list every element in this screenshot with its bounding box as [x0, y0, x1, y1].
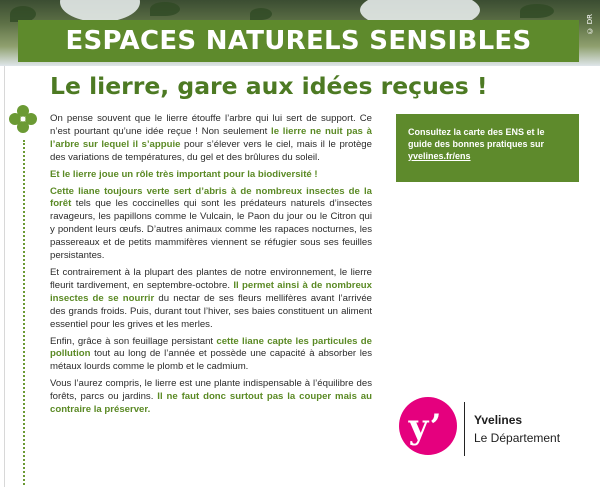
info-text: Consultez la carte des ENS et le guide des bonnes pratiques sur: [408, 127, 545, 149]
brand-subtitle: Le Département: [474, 431, 561, 445]
paragraph-text: pour s’élever vers le ciel, mais il le protège des variations de températures, du gel et des brûlures du soleil.: [50, 138, 372, 163]
banner-title: ESPACES NATURELS SENSIBLES: [65, 26, 532, 56]
photo-credit: © DR: [586, 14, 594, 35]
highlight-text: Et le lierre joue un rôle très important pour la biodiversité !: [50, 168, 318, 180]
article-card: [0, 66, 600, 487]
yvelines-logo: [398, 396, 458, 456]
brand-name: Yvelines: [474, 413, 523, 427]
highlight-text: Il permet ainsi à de nombreux insectes de se nourrir: [50, 279, 372, 304]
article-body: [50, 113, 372, 421]
paragraph-text: Et contrairement à la plupart des plantes de notre environnement, le lierre fleurit tardivement, en septembre-octobre.: [50, 266, 372, 291]
highlight-text: cette liane capte les particules de pollution: [50, 335, 372, 360]
paragraph-text: Vous l’aurez compris, le lierre est une plante indispensable à l’équilibre des forêts, parcs ou jardins.: [50, 378, 372, 403]
paragraph-4: [50, 267, 372, 332]
paragraph-text: Enfin, grâce à son feuillage persistant: [50, 335, 217, 347]
paragraph-2: [50, 169, 372, 182]
paragraph-text: tout au long de l’année et possède une capacité à absorber les métaux lourds comme le plomb et le cadmium.: [50, 348, 372, 373]
paragraph-text: tels que les coccinelles qui sont les prédateurs naturels d’insectes ravageurs, les papillons comme le Vulcain, le Paon du jour ou le Citron qui y pondent leurs œufs. D’autres animaux comme les rapaces nocturnes, les passereaux et de petits mammifères viennent se réfugier sous ses feuilles persistantes.: [50, 198, 372, 262]
paragraph-text: On pense souvent que le lierre étouffe l’arbre qui lui sert de support. Ce n’est pourtant qu’une idée reçue ! Non seulement: [50, 113, 372, 137]
highlight-text: Cette liane toujours verte sert d’abris à de nombreux insectes de la forêt: [50, 185, 372, 210]
card-edge: [4, 66, 5, 487]
logo-divider: [464, 402, 465, 456]
highlight-text: Il ne faut donc surtout pas la couper mais au contraire la préserver.: [50, 391, 372, 416]
four-petal-flower-icon: [8, 104, 38, 134]
paragraph-5: [50, 336, 372, 375]
paragraph-3: [50, 186, 372, 263]
header-photo: [0, 0, 600, 66]
paragraph-6: [50, 378, 372, 417]
dotted-divider: [23, 140, 25, 485]
title-banner: [18, 20, 579, 62]
article-title: Le lierre, gare aux idées reçues !: [50, 72, 488, 100]
paragraph-1: [50, 113, 372, 165]
info-callout: [396, 114, 579, 182]
ens-link[interactable]: yvelines.fr/ens: [408, 151, 471, 161]
highlight-text: le lierre ne nuit pas à l’arbre sur lequel il s’appuie: [50, 125, 372, 150]
paragraph-text: du nectar de ses fleurs mellifères avant l’arrivée des grands froids. Puis, durant tout l’hiver, ses baies constituent un aliment essentiel pour les grives et les merles.: [50, 292, 372, 330]
logo-letter: y’: [408, 407, 442, 447]
